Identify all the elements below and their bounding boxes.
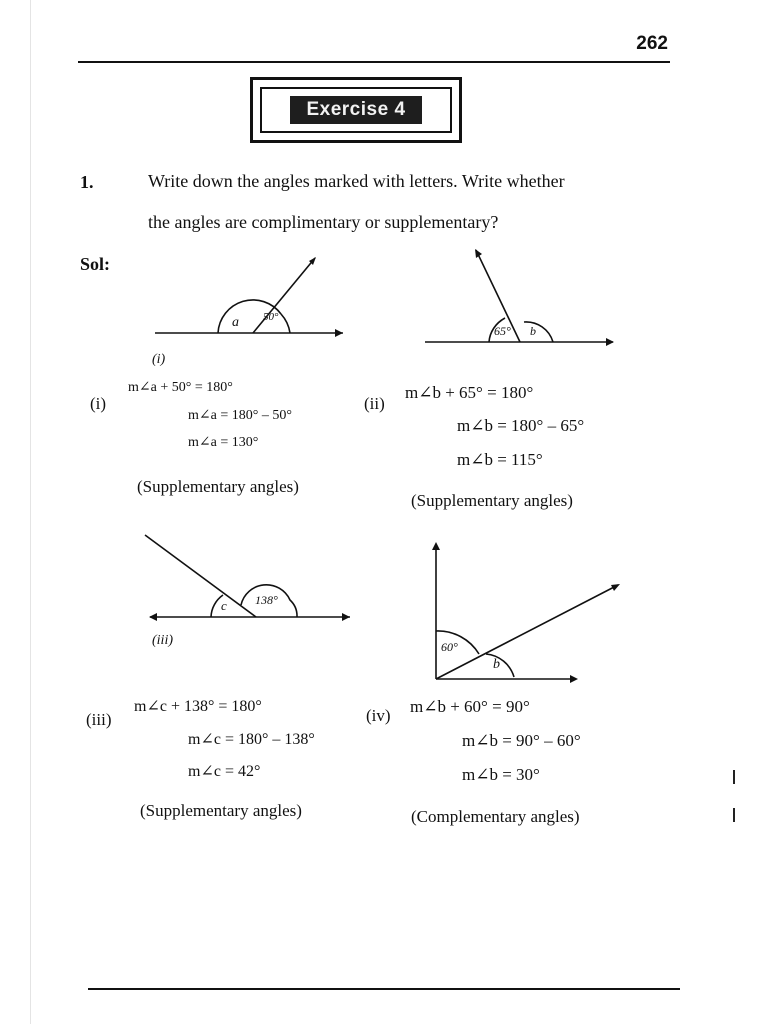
part-i-line-3: m∠a = 130°: [188, 435, 259, 450]
part-iii-type: (Supplementary angles): [140, 801, 302, 820]
part-i-line-1: m∠a + 50° = 180°: [128, 380, 233, 395]
part-iii-line-3: m∠c = 42°: [188, 763, 261, 780]
part-iii-roman: (iii): [86, 710, 112, 729]
fig3-label-angle: 138°: [255, 593, 278, 607]
part-i-type: (Supplementary angles): [137, 477, 299, 496]
part-ii-type: (Supplementary angles): [411, 491, 573, 510]
figure-4-angles: [432, 542, 620, 683]
fig3-caption: (iii): [152, 633, 173, 648]
part-iii-line-2: m∠c = 180° – 138°: [188, 731, 315, 748]
part-ii-line-1: m∠b + 65° = 180°: [405, 383, 534, 402]
part-ii-line-2: m∠b = 180° – 65°: [457, 416, 585, 435]
scan-edge-mark: [733, 808, 735, 822]
fig2-label-b: b: [530, 324, 536, 338]
fig4-label-angle: 60°: [441, 640, 458, 654]
scan-edge-mark: [733, 770, 735, 784]
part-iv-line-3: m∠b = 30°: [462, 765, 540, 784]
fig1-caption: (i): [152, 352, 166, 367]
solution-label: Sol:: [80, 254, 111, 274]
exercise-title: Exercise 4: [290, 96, 421, 124]
question-text-line-1: Write down the angles marked with letters. Write whether: [148, 171, 565, 191]
question-text-line-2: the angles are complimentary or supplementary?: [148, 212, 499, 232]
fig1-label-a: a: [232, 315, 239, 330]
footer-rule: [88, 988, 680, 990]
question-number: 1.: [80, 172, 94, 192]
fig1-label-angle: 50°: [263, 311, 279, 323]
part-i-line-2: m∠a = 180° – 50°: [188, 408, 292, 423]
part-iv-roman: (iv): [366, 706, 391, 725]
figure-2-angles: [425, 249, 614, 346]
figure-3-angles: [145, 535, 350, 621]
figure-1-angles: [155, 257, 343, 337]
fig2-label-angle: 65°: [494, 324, 511, 338]
part-ii-line-3: m∠b = 115°: [457, 450, 543, 469]
fig3-label-c: c: [221, 598, 227, 613]
page-number: 262: [636, 33, 668, 54]
part-i-roman: (i): [90, 394, 107, 413]
part-iv-line-2: m∠b = 90° – 60°: [462, 731, 581, 750]
fig4-label-b: b: [493, 657, 500, 672]
part-iv-type: (Complementary angles): [411, 807, 580, 826]
part-iii-line-1: m∠c + 138° = 180°: [134, 698, 262, 715]
part-iv-line-1: m∠b + 60° = 90°: [410, 697, 530, 716]
part-ii-roman: (ii): [364, 394, 385, 413]
